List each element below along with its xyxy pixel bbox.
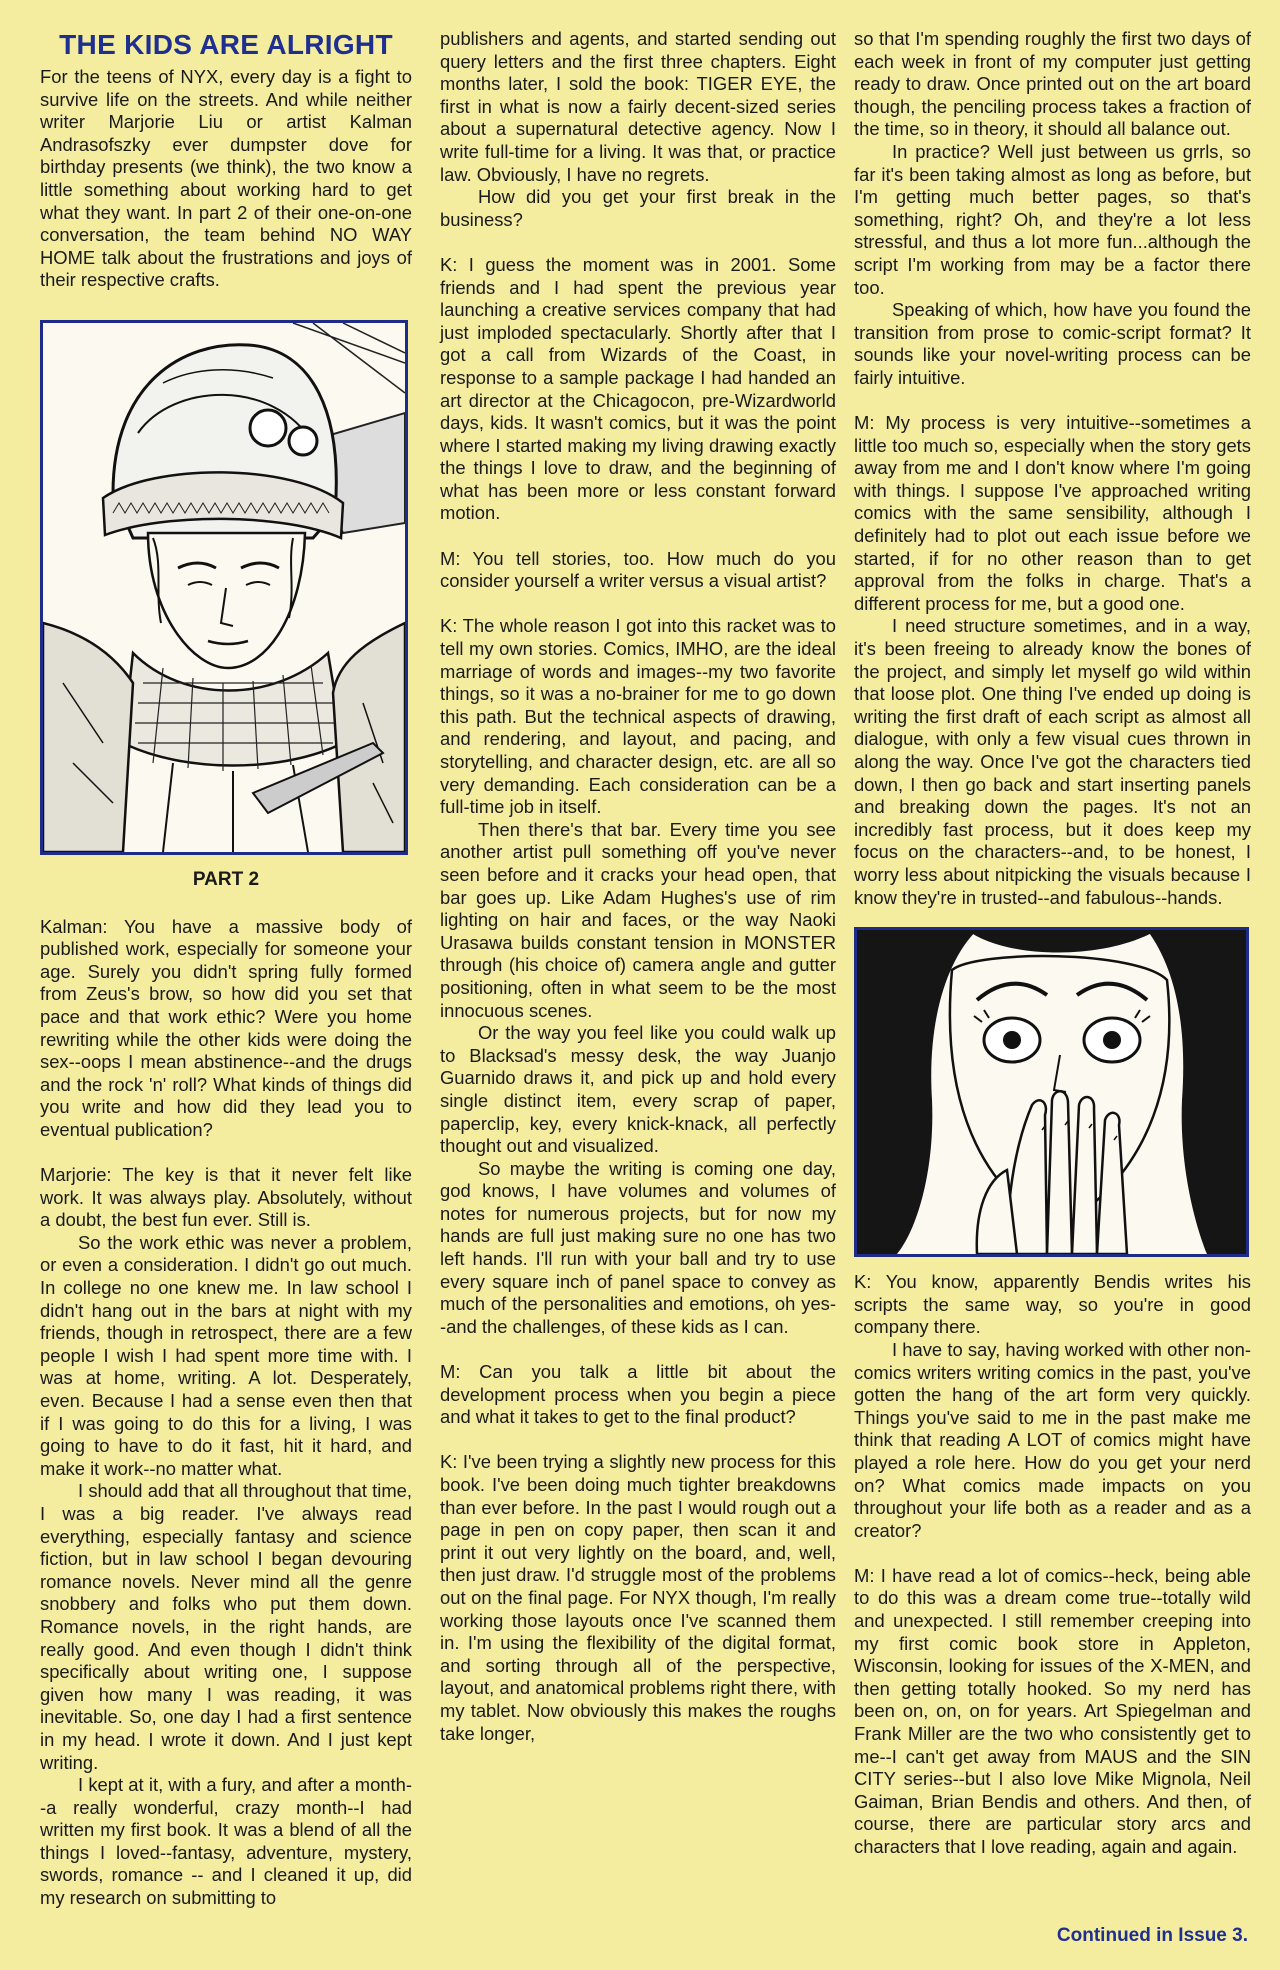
article-title: THE KIDS ARE ALRIGHT — [59, 29, 393, 60]
col2-paragraph: How did you get your first break in the business? — [440, 186, 836, 230]
col2-paragraph: K: The whole reason I got into this racket was to tell my own stories. Comics, IMHO, are the ideal marriage of words and images--my two favorite things, so it was a no-brainer for me to go down this path. But the technical aspects of drawing, and rendering, and layout, and pacing, and storytelling, and character design, etc. are all so very demanding. Each consideration can be a full-time job in itself. — [440, 615, 836, 818]
comic-panel-shocked-woman — [854, 927, 1249, 1257]
col2-paragraph: K: I've been trying a slightly new process for this book. I've been doing much tighter breakdowns than ever before. In the past I would rough out a page in pen on copy paper, then scan it and print it out very lightly on the board, and, well, then just draw. I'd struggle most of the problems out on the final page. For NYX though, I'm really working those layouts once I've scanned them in. I'm using the flexibility of the digital format, and sorting through all of the perspective, layout, and anatomical problems right there, with my tablet. Now obviously this makes the roughs take longer, — [440, 1451, 836, 1744]
col3-paragraph: M: My process is very intuitive--sometimes a little too much so, especially when the story gets away from me and I don't know where I'm going with things. I suppose I've approached writing comics with the same sensibility, although I definitely had to plot out each issue before we started, if for no other reason than to get approval from the folks in charge. That's a different process for me, but a good one. — [854, 412, 1251, 614]
shocked-woman-illustration — [857, 930, 1246, 1254]
col2-paragraph: So maybe the writing is coming one day, god knows, I have volumes and volumes of notes for numerous projects, but for now my hands are full just making sure no one has two left hands. I'll run with your ball and try to use every square inch of panel space to convey as much of the personalities and emotions, oh yes--and the challenges, of these kids as I can. — [440, 1157, 836, 1337]
col2-paragraph: K: I guess the moment was in 2001. Some friends and I had spent the previous year launching a creative services company that had just imploded spectacularly. Shortly after that I got a call from Wizards of the Coast, in response to a sample package I had handed an art director at the Chicagocon, pre-Wizardworld days, kids. It wasn't comics, but it was the point where I started making my living drawing exactly the things I love to draw, and the beginning of what has been more or less constant forward motion. — [440, 253, 836, 524]
hooded-girl-illustration — [43, 323, 405, 852]
col3-paragraph: K: You know, apparently Bendis writes his scripts the same way, so you're in good company there. — [854, 1271, 1251, 1338]
column-2 — [440, 28, 836, 1745]
continued-footer: Continued in Issue 3. — [1056, 1925, 1248, 1946]
col3-paragraph: so that I'm spending roughly the first two days of each week in front of my computer just getting ready to draw. Once printed out on the art board though, the penciling process takes a fraction of the time, so in theory, it should all balance out. — [854, 28, 1251, 140]
col2-paragraph: M: Can you talk a little bit about the development process when you begin a piece and what it takes to get to the final product? — [440, 1361, 836, 1428]
column-3 — [854, 28, 1251, 1859]
comic-panel-hooded-girl — [40, 320, 408, 855]
col1-paragraph: I should add that all throughout that time, I was a big reader. I've always read everything, especially fantasy and science fiction, but in law school I began devouring romance novels. Never mind all the genre snobbery and folks who put them down. Romance novels, in the right hands, are really good. And even though I didn't think specifically about writing one, I suppose given how many I was reading, it was inevitable. So, one day I had a first sentence in my head. I wrote it down. And I just kept writing. — [40, 1480, 412, 1773]
column-1 — [40, 28, 412, 1910]
intro-paragraph: For the teens of NYX, every day is a fight to survive life on the streets. And while neither writer Marjorie Liu or artist Kalman Andrasofszky ever dumpster dove for birthday presents (we think), the two know a little something about working hard to get what they want. In part 2 of their one-on-one conversation, the team behind NO WAY HOME talk about the frustrations and joys of their respective crafts. — [40, 66, 412, 291]
col2-paragraph: publishers and agents, and started sending out query letters and the first three chapters. Eight months later, I sold the book: TIGER EYE, the first in what is now a fairly decent-sized series about a supernatural detective agency. Now I write full-time for a living. It was that, or practice law. Obviously, I have no regrets. — [440, 28, 836, 185]
part-label: PART 2 — [192, 868, 260, 890]
col3-paragraph: Speaking of which, how have you found the transition from prose to comic-script format? It sounds like your novel-writing process can be fairly intuitive. — [854, 299, 1251, 388]
col1-paragraph: So the work ethic was never a problem, or even a consideration. I didn't go out much. In college no one knew me. In law school I didn't hang out in the bars at night with my friends, though in retrospect, there are a few people I wish I had spent more time with. I was at home, writing. A lot. Desperately, even. Because I had a sense even then that if I was going to do this for a living, I was going to have to do it fast, hit it hard, and make it work--no matter what. — [40, 1231, 412, 1479]
col2-paragraph: Or the way you feel like you could walk up to Blacksad's messy desk, the way Juanjo Guarnido draws it, and pick up and hold every single distinct item, every scrap of paper, paperclip, key, every knick-knack, all perfectly thought out and visualized. — [440, 1022, 836, 1157]
col1-paragraph: I kept at it, with a fury, and after a month--a really wonderful, crazy month--I had written my first book. It was a blend of all the things I loved--fantasy, adventure, mystery, swords, romance -- and I cleaned it up, did my research on submitting to — [40, 1774, 412, 1909]
col3-paragraph: I have to say, having worked with other non-comics writers writing comics in the past, you've gotten the hang of the art form very quickly. Things you've said to me in the past make me think that reading A LOT of comics might have played a role here. How do you get your nerd on? What comics made impacts on you throughout your life both as a reader and as a creator? — [854, 1338, 1251, 1541]
col3-paragraph: M: I have read a lot of comics--heck, being able to do this was a dream come true--totally wild and unexpected. I still remember creeping into my first comic book store in Appleton, Wisconsin, looking for issues of the X-MEN, and then getting totally hooked. So my nerd has been on, on, on for years. Art Spiegelman and Frank Miller are the two who consistently get to me--I can't get away from MAUS and the SIN CITY series--but I also love Mike Mignola, Neil Gaiman, Brian Bendis and others. And then, of course, there are particular story arcs and characters that I love reading, again and again. — [854, 1564, 1251, 1857]
col1-paragraph: Kalman: You have a massive body of published work, especially for someone your age. Surely you didn't spring fully formed from Zeus's brow, so how did you set that pace and that work ethic? Were you home rewriting while the other kids were doing the sex--oops I mean abstinence--and the drugs and the rock 'n' roll? What kinds of things did you write and how did they lead you to eventual publication? — [40, 915, 412, 1140]
col3-paragraph: In practice? Well just between us grrls, so far it's been taking almost as long as before, but I'm getting much better pages, so that's something, right? Oh, and they're a lot less stressful, and thus a lot more fun...although the script I'm working from may be a factor there too. — [854, 140, 1251, 298]
col1-paragraph: Marjorie: The key is that it never felt like work. It was always play. Absolutely, without a doubt, the best fun ever. Still is. — [40, 1164, 412, 1231]
col3-paragraph: I need structure sometimes, and in a way, it's been freeing to already know the bones of the project, and simply let myself go wild within that loose plot. One thing I've ended up doing is writing the first draft of each script as almost all dialogue, with only a few visual cues thrown in along the way. Once I've got the characters tied down, I then go back and start inserting panels and breaking down the pages. It's not an incredibly fast process, but it does keep my focus on the characters--and, to be honest, I worry less about nitpicking the visuals because I know they're in trusted--and fabulous--hands. — [854, 615, 1251, 908]
col2-paragraph: Then there's that bar. Every time you see another artist pull something off you've never seen before and it cracks your head open, that bar goes up. Like Adam Hughes's use of rim lighting on hair and faces, or the way Naoki Urasawa builds constant tension in MONSTER through (his choice of) camera angle and gutter positioning, often in what seem to be the most innocuous scenes. — [440, 818, 836, 1021]
col2-paragraph: M: You tell stories, too. How much do you consider yourself a writer versus a visual artist? — [440, 547, 836, 592]
